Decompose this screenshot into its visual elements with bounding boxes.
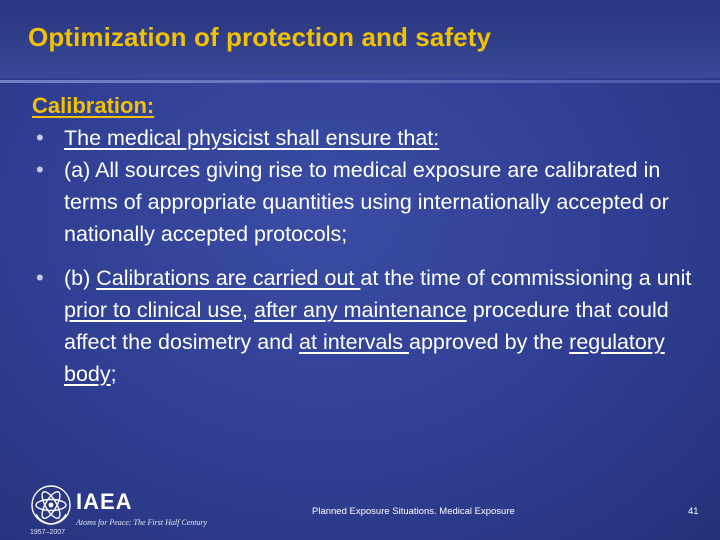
bullet3-part: , [242,298,254,322]
bullet3-part: approved by the [408,330,570,354]
slide-content [32,90,702,390]
bullet3-part: (b) [64,266,97,290]
iaea-logo [30,484,220,538]
slide-title: Optimization of protection and safety [28,22,492,52]
section-heading: Calibration: [32,93,155,118]
bullet-text-2: (a) All sources giving rise to medical exposure are calibrated in terms of appropriate quantities using internationally accepted or nationally accepted protocols; [64,158,669,246]
bullet-text-1: The medical physicist shall ensure that: [64,126,440,150]
bullet-text-3 [64,262,702,390]
bullet-marker: • [36,157,44,182]
bullet-item [32,154,702,250]
title-divider [0,80,720,83]
bullet-item [32,122,702,154]
footer [0,482,720,540]
bullet3-part: at the time of commissioning a unit [360,266,692,290]
logo-text: IAEA [76,489,133,514]
bullet-item [32,262,702,390]
bullet3-underlined: prior to clinical use [64,298,243,322]
bullet3-underlined: Calibrations are carried out [96,266,361,290]
page-number: 41 [688,506,699,517]
iaea-atom-emblem-icon [30,484,72,526]
logo-years: 1957–2007 [30,529,66,536]
bullet-marker: • [36,125,44,150]
logo-tagline: Atoms for Peace: The First Half Century [76,518,208,527]
bullet3-part: procedure that could affect the dosimetry and [64,298,669,354]
bullet-marker: • [36,265,44,290]
bullet3-underlined: regulatory body [64,330,665,386]
bullet3-underlined: at intervals [299,330,409,354]
bullet3-underlined: after any maintenance [254,298,467,322]
bullet3-part: ; [110,362,117,386]
footer-caption: Planned Exposure Situations. Medical Exposure [312,506,515,517]
